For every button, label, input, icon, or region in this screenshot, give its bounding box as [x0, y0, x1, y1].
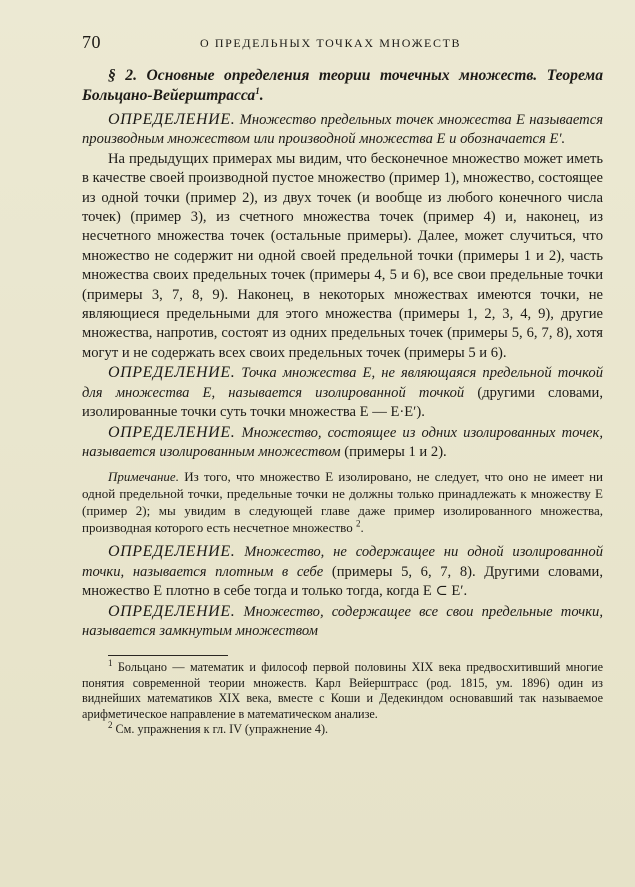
- footnote-2: [82, 719, 603, 737]
- footnote-ref-2: 2: [355, 518, 361, 529]
- definition-note: (примеры 5, 6, 7, 8). Другими словами, множество E плотно в себе тогда и только тогда, когда E ⊂ E′.: [82, 563, 603, 600]
- footnote-mark: 2: [108, 719, 113, 730]
- definition-note: (примеры 1 и 2).: [344, 443, 447, 460]
- running-head: О ПРЕДЕЛЬНЫХ ТОЧКАХ МНОЖЕСТВ: [200, 36, 462, 50]
- definition-text: Множество, содержащее все свои предельные точки, называется замкнутым множеством: [82, 603, 603, 639]
- definition-note: (другими словами, изолированные точки суть точки множества E — E·E′).: [82, 384, 603, 421]
- definition-label: ОПРЕДЕЛЕНИЕ.: [108, 364, 236, 382]
- definition-label: ОПРЕДЕЛЕНИЕ.: [108, 423, 236, 441]
- definition-text: Точка множества E, не являющаяся предельной точкой для множества E, называется изолированной точкой: [82, 365, 603, 401]
- definition-dense-in-itself: [82, 542, 603, 601]
- footnote-mark: 1: [108, 658, 113, 669]
- definition-label: ОПРЕДЕЛЕНИЕ.: [108, 111, 236, 128]
- footnote-1: [82, 660, 603, 722]
- footnote-divider: [108, 655, 228, 656]
- page-number: 70: [82, 32, 101, 52]
- definition-isolated-point: [82, 363, 603, 422]
- remark-text: Из того, что множество E изолировано, не следует, что оно не имеет ни одной предельной точки, предельные точки не должны только принадлежать к множеству E (пример 2); мы увидим в следующей главе даже пример изолированного множества, производная которого есть несчетное множество: [82, 469, 604, 536]
- section-title-text: § 2. Основные определения теории точечных множеств. Теорема Больцано-Вейерштрасса: [82, 67, 603, 104]
- definition-label: ОПРЕДЕЛЕНИЕ.: [108, 543, 236, 561]
- paragraph-examples: На предыдущих примерах мы видим, что бесконечное множество может иметь в качестве своей производной пустое множество (пример 1), множество, состоящее из одной точки (пример 2), из двух точек (и вообще из любого конечного числа точек) (пример 3), из счетного множества точек (пример 4) и, наконец, из несчетного множества точек (остальные примеры). Далее, может случиться, что множество не содержит ни одной своей предельной точки (примеры 1 и 2), часть множества своих предельных точек (примеры 4, 5 и 6), все свои предельные точки (примеры 3, 7, 8, 9). Наконец, в некоторых множествах имеются точки, не являющиеся предельными для этого множества (примеры 1, 2, 3, 4, 9), другие множества, напротив, состоят из одних предельных точек (примеры 5, 6, 7, 8), хотя могут и не содержать всех своих предельных точек (примеры 5 и 6).: [82, 150, 603, 361]
- definition-closed-set: [82, 602, 603, 642]
- definition-isolated-set: [82, 423, 603, 463]
- definition-derived-set: [82, 110, 603, 150]
- section-title: § 2. Основные определения теории точечных множеств. Теорема Больцано-Вейерштрасса$^1$.: [82, 67, 603, 104]
- footnote-ref-1: 1: [255, 85, 260, 96]
- definition-text: Множество предельных точек множества E называется производным множеством или производной множества E и обозначается E′.: [82, 112, 603, 148]
- footnote-text: См. упражнения к гл. IV (упражнение 4).: [115, 721, 329, 736]
- definition-text: Множество, не содержащее ни одной изолированной точки, называется плотным в себе: [82, 544, 603, 580]
- footnote-text: Больцано — математик и философ первой половины XIX века предвосхитивший многие понятия современной теории множеств. Карл Вейерштрасс (род. 1815, ум. 1896) один из виднейших математиков XIX века, вместе с Коши и Дедекиндом основавший так называемое арифметическое направление в математическом анализе.: [82, 660, 603, 721]
- remark: Примечание. Из того, что множество E изолировано, не следует, что оно не имеет ни одной предельной точки, предельные точки не должны только принадлежать к множеству E (пример 2); мы увидим в следующей главе даже пример изолированного множества, производная которого есть несчетное множество $^2$.: [82, 469, 604, 536]
- definition-label: ОПРЕДЕЛЕНИЕ.: [108, 602, 236, 620]
- definition-text: Множество, состоящее из одних изолированных точек, называется изолированным множеством: [82, 424, 603, 460]
- remark-label: Примечание.: [108, 469, 179, 485]
- page-header: [82, 30, 603, 66]
